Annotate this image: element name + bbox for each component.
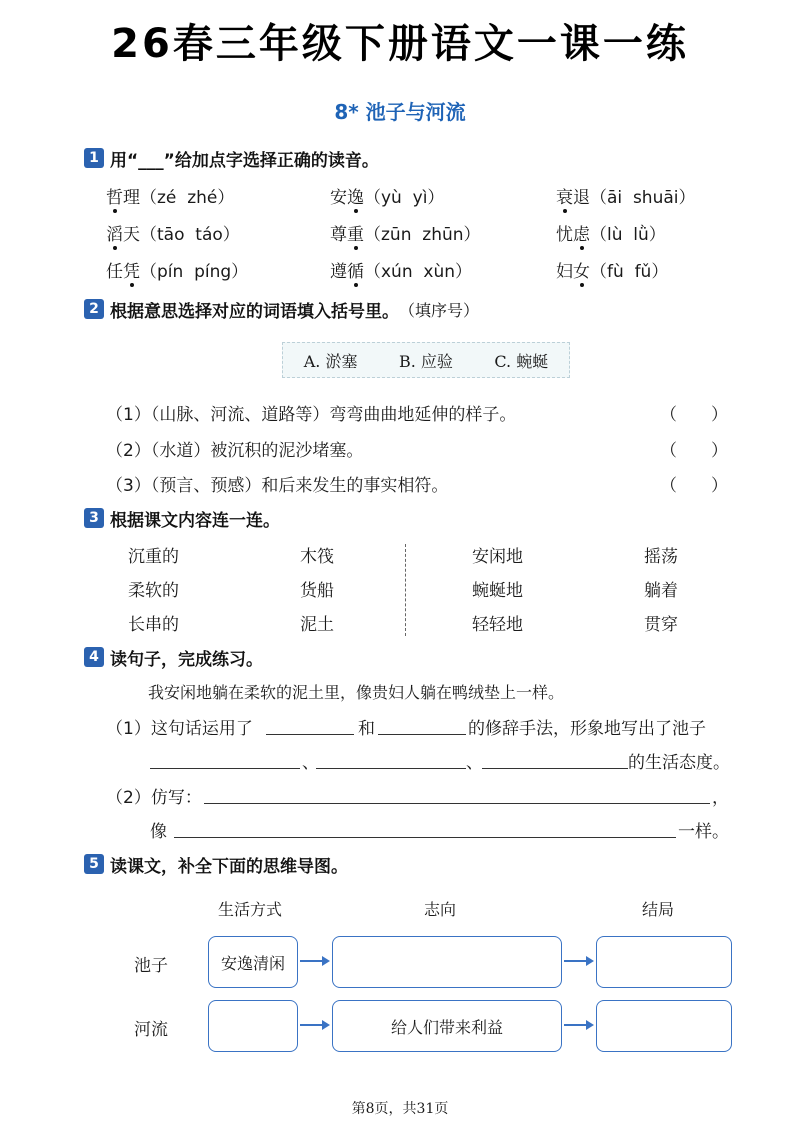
pinyin-options[interactable]: （zūn zhūn） [364, 225, 481, 245]
arrow-right-icon [564, 1024, 592, 1026]
mindmap-river-outcome[interactable] [596, 1000, 732, 1052]
pinyin-item [556, 183, 696, 208]
mindmap-row-label-pond: 池子 [134, 956, 168, 976]
fill-blank-imitation-1[interactable] [204, 803, 710, 804]
question-title: 根据课文内容连一连。 [110, 510, 280, 531]
match-word-col2[interactable]: 木筏 [300, 547, 334, 567]
question-note: （填序号） [399, 300, 480, 320]
question-2-heading [84, 297, 479, 321]
pinyin-options[interactable]: （pín píng） [140, 262, 249, 282]
match-word-col1[interactable]: 沉重的 [128, 547, 179, 567]
dotted-character: 凭 [123, 257, 140, 282]
q4-p2-like: 像 [150, 822, 167, 842]
match-word-col4[interactable]: 摇荡 [644, 547, 678, 567]
pinyin-item [330, 183, 444, 208]
fill-blank-rhetoric-2[interactable] [378, 734, 466, 735]
question-title: 读句子，完成练习。 [110, 649, 263, 670]
dotted-character: 虑 [573, 220, 590, 245]
pinyin-item [106, 183, 234, 208]
pinyin-item [556, 257, 668, 282]
match-word-col4[interactable]: 躺着 [644, 581, 678, 601]
dotted-character: 逸 [347, 183, 364, 208]
question-number-badge: 3 [84, 508, 104, 528]
match-word-col4[interactable]: 贯穿 [644, 615, 678, 635]
answer-bracket-1[interactable]: （ ） [660, 405, 728, 425]
question-1-heading [84, 146, 379, 170]
character: 忧 [556, 225, 573, 245]
fill-blank-attitude-1[interactable] [150, 768, 300, 769]
match-word-col3[interactable]: 轻轻地 [472, 615, 523, 635]
pinyin-options[interactable]: （zé zhé） [140, 188, 235, 208]
pinyin-options[interactable]: （tāo táo） [140, 225, 240, 245]
mindmap-row-label-river: 河流 [134, 1020, 168, 1040]
question-number-badge: 4 [84, 647, 104, 667]
definition-item-3: （3）（预言、预感）和后来发生的事实相符。 [106, 476, 449, 496]
pinyin-item [556, 220, 666, 245]
fill-blank-rhetoric-1[interactable] [266, 734, 354, 735]
mindmap-pond-outcome[interactable] [596, 936, 732, 988]
pinyin-item [106, 257, 248, 282]
pinyin-options[interactable]: （fù fǔ） [590, 262, 669, 282]
dotted-character: 滔 [106, 220, 123, 245]
question-number-badge: 2 [84, 299, 104, 319]
answer-bracket-3[interactable]: （ ） [660, 476, 728, 496]
question-3-heading [84, 506, 280, 530]
dotted-character: 衰 [556, 183, 573, 208]
character: 尊 [330, 225, 347, 245]
character: 理 [123, 188, 140, 208]
q4-p2-end: 一样。 [678, 822, 729, 842]
definition-item-2: （2）（水道）被沉积的泥沙堵塞。 [106, 441, 364, 461]
match-word-col3[interactable]: 蜿蜒地 [472, 581, 523, 601]
match-word-col2[interactable]: 泥土 [300, 615, 334, 635]
q4-p1-prefix: （1）这句话运用了 [106, 719, 253, 739]
quoted-sentence: 我安闲地躺在柔软的泥土里，像贵妇人躺在鸭绒垫上一样。 [148, 683, 565, 702]
mindmap-header-outcome: 结局 [642, 900, 675, 919]
character: 天 [123, 225, 140, 245]
option-b: B. 应验 [398, 351, 453, 371]
pinyin-item [106, 220, 240, 245]
character: 妇 [556, 262, 573, 282]
question-number-badge: 5 [84, 854, 104, 874]
lesson-title: 8* 池子与河流 [334, 100, 466, 124]
dotted-character: 女 [573, 257, 590, 282]
character: 遵 [330, 262, 347, 282]
column-divider [405, 544, 406, 636]
mindmap-header-aspiration: 志向 [424, 900, 457, 919]
pinyin-options[interactable]: （lù lǜ） [590, 225, 666, 245]
answer-bracket-2[interactable]: （ ） [660, 441, 728, 461]
word-options-box [282, 342, 570, 378]
question-title: 根据意思选择对应的词语填入括号里。 [110, 301, 399, 322]
option-c: C. 蜿蜒 [494, 351, 549, 371]
q4-p1-and: 和 [358, 719, 375, 739]
character: 退 [573, 188, 590, 208]
character: 安 [330, 188, 347, 208]
match-word-col1[interactable]: 柔软的 [128, 581, 179, 601]
mindmap-pond-lifestyle: 安逸清闲 [208, 936, 298, 988]
match-word-col2[interactable]: 货船 [300, 581, 334, 601]
dotted-character: 哲 [106, 183, 123, 208]
pinyin-options[interactable]: （yù yì） [364, 188, 445, 208]
pinyin-options[interactable]: （āi shuāi） [590, 188, 696, 208]
dotted-character: 重 [347, 220, 364, 245]
mindmap-river-aspiration: 给人们带来利益 [332, 1000, 562, 1052]
q4-p1-suffix: 的修辞手法，形象地写出了池子 [468, 719, 706, 739]
question-title: 读课文，补全下面的思维导图。 [110, 856, 348, 877]
fill-blank-imitation-2[interactable] [174, 837, 676, 838]
match-word-col1[interactable]: 长串的 [128, 615, 179, 635]
q4-p2-prefix: （2）仿写： [106, 788, 202, 808]
separator-1: 、 [302, 753, 319, 773]
mindmap-pond-aspiration[interactable] [332, 936, 562, 988]
mindmap-river-lifestyle[interactable] [208, 1000, 298, 1052]
definition-item-1: （1）（山脉、河流、道路等）弯弯曲曲地延伸的样子。 [106, 405, 517, 425]
pinyin-item [330, 220, 481, 245]
character: 任 [106, 262, 123, 282]
question-number-badge: 1 [84, 148, 104, 168]
dotted-character: 循 [347, 257, 364, 282]
page-footer: 第8页，共31页 [351, 1101, 449, 1117]
question-title: 用“___”给加点字选择正确的读音。 [110, 150, 379, 171]
pinyin-item [330, 257, 472, 282]
arrow-right-icon [300, 1024, 328, 1026]
q4-p2-comma: ， [712, 788, 729, 808]
separator-2: 、 [466, 753, 483, 773]
page-header-title: 26春三年级下册语文一课一练 [111, 21, 689, 67]
fill-blank-attitude-3[interactable] [482, 768, 628, 769]
question-4-heading [84, 645, 263, 669]
q4-p1-end: 的生活态度。 [628, 753, 730, 773]
pinyin-options[interactable]: （xún xùn） [364, 262, 473, 282]
arrow-right-icon [564, 960, 592, 962]
arrow-right-icon [300, 960, 328, 962]
match-word-col3[interactable]: 安闲地 [472, 547, 523, 567]
fill-blank-attitude-2[interactable] [316, 768, 466, 769]
question-5-heading [84, 852, 348, 876]
option-a: A. 淤塞 [303, 351, 358, 371]
mindmap-header-lifestyle: 生活方式 [218, 900, 283, 919]
